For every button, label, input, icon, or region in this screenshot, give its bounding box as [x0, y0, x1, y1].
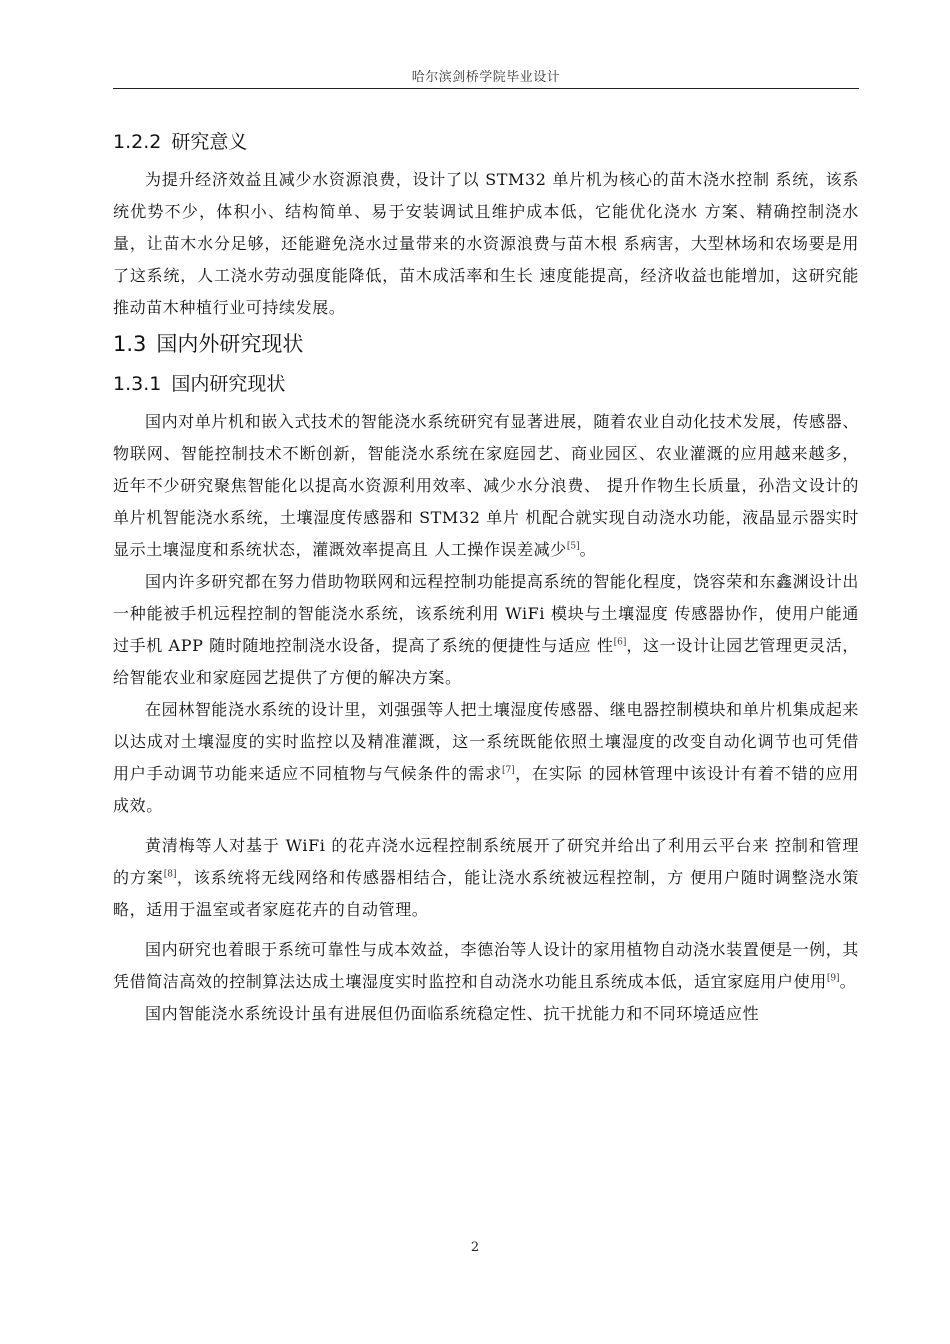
paragraph-domestic-3: [113, 694, 859, 822]
section-heading-1-3-1: [113, 370, 859, 398]
paragraph-text: ，该系统将无线网络和传感器相结合，能让浇水系统被远程控制，方 便用户随时调整浇水策略，适用于温室或者家庭花卉的自动管理。: [113, 868, 859, 919]
paragraph-domestic-4: [113, 830, 859, 926]
section-number: 1.2.2: [113, 131, 162, 153]
paragraph-text: ，这一设计让园艺管理更灵活，给智能农业和家庭园艺提供了方便的解决方案。: [113, 636, 859, 687]
page-number: 2: [470, 1240, 480, 1255]
section-title: 国内研究现状: [171, 373, 286, 395]
citation-marker: [6]: [613, 637, 627, 648]
paragraph-domestic-5: [113, 934, 859, 998]
paragraph-text: ，在实际 的园林管理中该设计有着不错的应用成效。: [113, 764, 859, 815]
paragraph-text: 国内许多研究都在努力借助物联网和远程控制功能提高系统的智能化程度，饶容荣和东鑫渊设计出一种能被手机远程控制的智能浇水系统，该系统利用 WiFi 模块与土壤湿度 传感器协作，使用户能通过手机 APP 随时随地控制浇水设备，提高了系统的便捷性与适应 性: [113, 572, 859, 655]
paragraph-text: 在园林智能浇水系统的设计里，刘强强等人把土壤湿度传感器、继电器控制模块和单片机集成起来以达成对土壤湿度的实时监控以及精准灌溉，这一系统既能依照土壤湿度的改变自动化调节也可凭借用户手动调节功能来适应不同植物与气候条件的需求: [113, 700, 859, 783]
running-header: 哈尔滨剑桥学院毕业设计: [411, 70, 561, 85]
header-divider: [113, 88, 859, 89]
section-heading-1-2-2: [113, 128, 859, 156]
paragraph-text: 国内对单片机和嵌入式技术的智能浇水系统研究有显著进展，随着农业自动化技术发展，传感器、物联网、智能控制技术不断创新，智能浇水系统在家庭园艺、商业园区、农业灌溉的应用越来越多，近年不少研究聚焦智能化以提高水资源利用效率、减少水分浪费、 提升作物生长质量，孙浩文设计的单片机智能浇水系统，土壤湿度传感器和 STM32 单片 机配合就实现自动浇水功能，液晶显示器实时显示土壤湿度和系统状态，灌溉效率提高且 人工操作误差减少: [113, 412, 859, 559]
paragraph-research-significance: 为提升经济效益且减少水资源浪费，设计了以 STM32 单片机为核心的苗木浇水控制 系统，该系统优势不少，体积小、结构简单、易于安装调试且维护成本低，它能优化浇水 方案、精确控制浇水量，让苗木水分足够，还能避免浇水过量带来的水资源浪费与苗木根 系病害，大型林场和农场要是用了这系统，人工浇水劳动强度能降低，苗木成活率和生长 速度能提高，经济收益也能增加，这研究能推动苗木种植行业可持续发展。: [113, 170, 859, 317]
paragraph-text: 。: [579, 540, 597, 559]
citation-marker: [9]: [826, 973, 840, 984]
citation-marker: [8]: [163, 869, 177, 880]
section-number: 1.3.1: [113, 373, 162, 395]
paragraph-text: 。: [839, 972, 857, 991]
citation-marker: [5]: [566, 541, 580, 552]
paragraph-text: 黄清梅等人对基于 WiFi 的花卉浇水远程控制系统展开了研究并给出了利用云平台来 控制和管理的方案: [113, 836, 859, 887]
paragraph-text: 国内研究也着眼于系统可靠性与成本效益，李德治等人设计的家用植物自动浇水装置便是一例，其凭借简洁高效的控制算法达成土壤湿度实时监控和自动浇水功能且系统成本低，适宜家庭用户使用: [113, 940, 859, 991]
section-title: 国内外研究现状: [156, 332, 304, 356]
paragraph-domestic-1: [113, 406, 859, 566]
page-body: [113, 118, 859, 1030]
section-title: 研究意义: [171, 131, 248, 153]
section-heading-1-3: [113, 328, 859, 360]
citation-marker: [7]: [502, 765, 515, 776]
paragraph-domestic-6: 国内智能浇水系统设计虽有进展但仍面临系统稳定性、抗干扰能力和不同环境适应性: [145, 1004, 760, 1023]
section-number: 1.3: [113, 332, 147, 356]
paragraph-domestic-2: [113, 566, 859, 694]
